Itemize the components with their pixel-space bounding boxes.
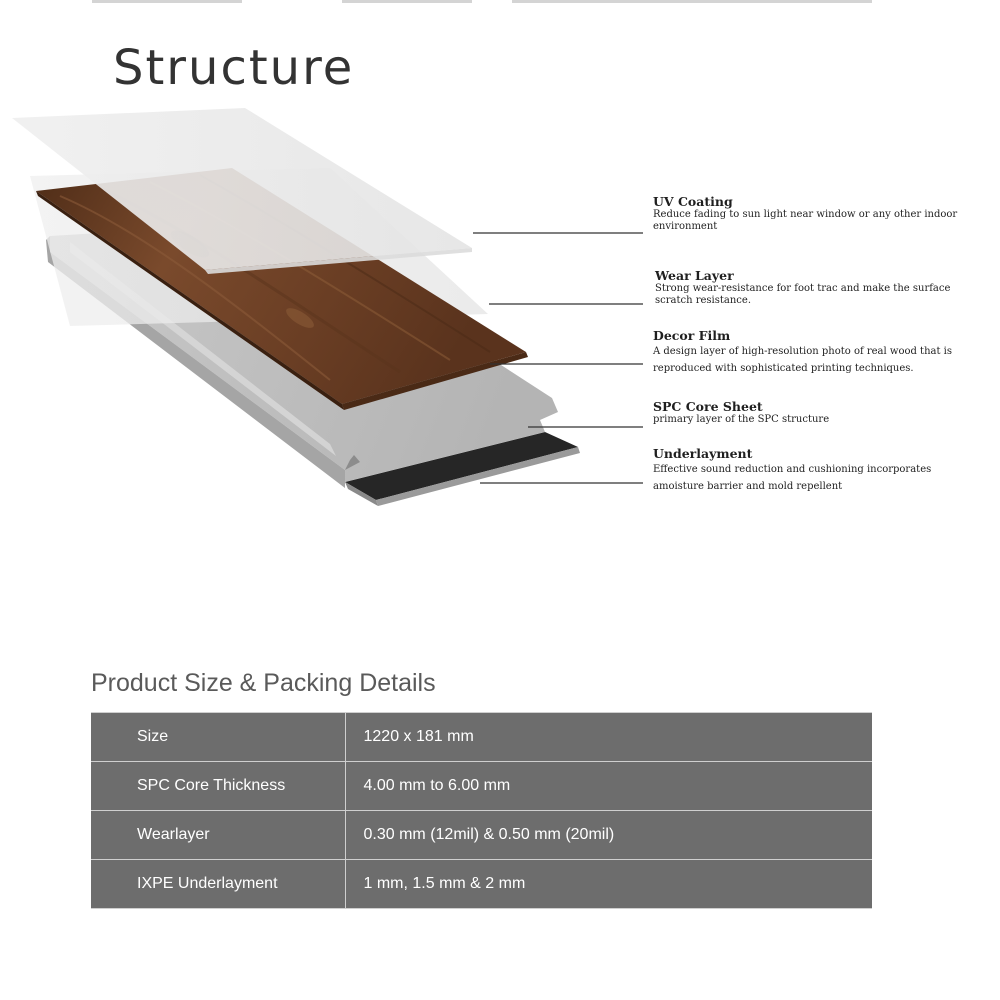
row-label-wearlayer: Wearlayer (91, 811, 345, 860)
underlayment-callout (653, 446, 973, 495)
row-label-size: Size (91, 713, 345, 762)
wear-layer-name: Wear Layer (655, 268, 734, 283)
wear-layer-callout (655, 268, 975, 307)
uv-coating-desc-line2: environment (653, 221, 718, 232)
uv-coating-desc-line1: Reduce fading to sun light near window or any other indoor (653, 209, 958, 220)
uv-coating-callout (653, 194, 973, 233)
underlayment-desc-line1: Effective sound reduction and cushioning incorporates (653, 464, 932, 475)
row-label-core-thickness: SPC Core Thickness (91, 762, 345, 811)
row-value-core-thickness: 4.00 mm to 6.00 mm (345, 762, 872, 811)
table-row (91, 811, 872, 860)
row-label-underlayment: IXPE Underlayment (91, 860, 345, 909)
underlayment-name: Underlayment (653, 446, 753, 461)
wear-layer-desc-line2: scratch resistance. (655, 295, 751, 306)
uv-coating-name: UV Coating (653, 194, 733, 209)
table-row (91, 713, 872, 762)
details-table (91, 712, 872, 909)
table-row (91, 762, 872, 811)
row-value-size: 1220 x 181 mm (345, 713, 872, 762)
details-title: Product Size & Packing Details (91, 669, 436, 697)
underlayment-desc-line2: amoisture barrier and mold repellent (653, 481, 843, 492)
row-value-underlayment: 1 mm, 1.5 mm & 2 mm (345, 860, 872, 909)
decor-film-desc-line1: A design layer of high-resolution photo of real wood that is (653, 346, 953, 357)
decor-film-name: Decor Film (653, 328, 731, 343)
decor-film-desc-line2: reproduced with sophisticated printing techniques. (653, 363, 914, 374)
spc-core-name: SPC Core Sheet (653, 399, 763, 414)
decor-film-callout (653, 328, 973, 377)
table-row (91, 860, 872, 909)
structure-title: Structure (113, 40, 355, 96)
wear-layer-desc-line1: Strong wear-resistance for foot trac and make the surface (655, 283, 951, 294)
spc-core-callout (653, 399, 973, 426)
spc-core-desc-line1: primary layer of the SPC structure (653, 414, 830, 425)
row-value-wearlayer: 0.30 mm (12mil) & 0.50 mm (20mil) (345, 811, 872, 860)
